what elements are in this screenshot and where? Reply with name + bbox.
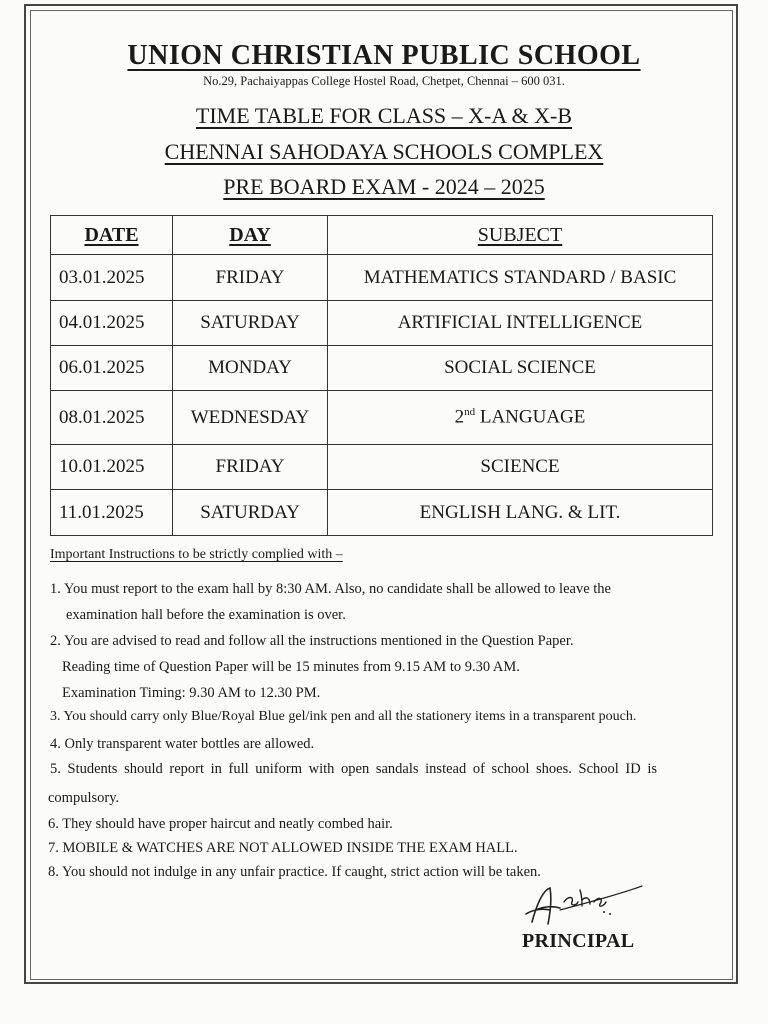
complex-title: CHENNAI SAHODAYA SCHOOLS COMPLEX (164, 139, 604, 164)
instruction-line: 2. You are advised to read and follow all the instructions mentioned in the Question Paper. (50, 633, 574, 649)
cell-subject: ENGLISH LANG. & LIT. (328, 490, 713, 536)
cell-subject: SCIENCE (328, 445, 713, 490)
exam-title: PRE BOARD EXAM - 2024 – 2025 (223, 174, 545, 199)
timetable-title: TIME TABLE FOR CLASS – X-A & X-B (195, 103, 573, 128)
cell-subject (328, 391, 713, 445)
column-header-day: DAY (173, 216, 328, 255)
school-name: UNION CHRISTIAN PUBLIC SCHOOL (127, 40, 641, 71)
subject-text: LANGUAGE (475, 406, 586, 428)
principal-signature (520, 880, 650, 934)
cell-date: 11.01.2025 (51, 490, 173, 536)
school-address: No.29, Pachaiyappas College Hostel Road, Chetpet, Chennai – 600 031. (203, 74, 565, 88)
cell-subject: MATHEMATICS STANDARD / BASIC (328, 255, 713, 301)
cell-date: 08.01.2025 (51, 391, 173, 445)
cell-day: FRIDAY (173, 445, 328, 490)
table-row (51, 490, 713, 536)
table-row (51, 301, 713, 346)
subject-number: 2 (454, 406, 465, 428)
subject-ordinal-suffix: nd (464, 406, 476, 419)
cell-day: FRIDAY (173, 255, 328, 301)
table-row (51, 391, 713, 445)
cell-day: SATURDAY (173, 301, 328, 346)
cell-day: WEDNESDAY (173, 391, 328, 445)
instruction-line: Reading time of Question Paper will be 15 minutes from 9.15 AM to 9.30 AM. (62, 659, 520, 675)
table-row (51, 255, 713, 301)
cell-subject: ARTIFICIAL INTELLIGENCE (328, 301, 713, 346)
instruction-line: 8. You should not indulge in any unfair practice. If caught, strict action will be taken. (48, 864, 541, 880)
cell-date: 03.01.2025 (51, 255, 173, 301)
instruction-line: 6. They should have proper haircut and neatly combed hair. (48, 816, 393, 832)
column-header-date: DATE (51, 216, 173, 255)
table-row (51, 445, 713, 490)
cell-date: 06.01.2025 (51, 346, 173, 391)
instruction-line: examination hall before the examination is over. (66, 607, 346, 623)
cell-date: 04.01.2025 (51, 301, 173, 346)
instruction-line: 3. You should carry only Blue/Royal Blue gel/ink pen and all the stationery items in a transparent pouch. (50, 709, 637, 724)
instruction-line: 1. You must report to the exam hall by 8:30 AM. Also, no candidate shall be allowed to leave the (50, 581, 611, 597)
instruction-line: 5. Students should report in full uniform with open sandals instead of school shoes. School ID is (50, 761, 658, 777)
table-header-row (51, 216, 713, 255)
timetable (50, 215, 713, 536)
instruction-line: Examination Timing: 9.30 AM to 12.30 PM. (62, 685, 321, 701)
instruction-line: 7. MOBILE & WATCHES ARE NOT ALLOWED INSIDE THE EXAM HALL. (48, 840, 518, 856)
table-row (51, 346, 713, 391)
instruction-line: 4. Only transparent water bottles are allowed. (50, 736, 315, 752)
cell-date: 10.01.2025 (51, 445, 173, 490)
instruction-line: compulsory. (48, 790, 120, 806)
principal-title: PRINCIPAL (522, 930, 635, 952)
cell-subject: SOCIAL SCIENCE (328, 346, 713, 391)
instructions-title: Important Instructions to be strictly complied with – (50, 547, 343, 562)
column-header-subject: SUBJECT (328, 216, 713, 255)
cell-day: SATURDAY (173, 490, 328, 536)
cell-day: MONDAY (173, 346, 328, 391)
